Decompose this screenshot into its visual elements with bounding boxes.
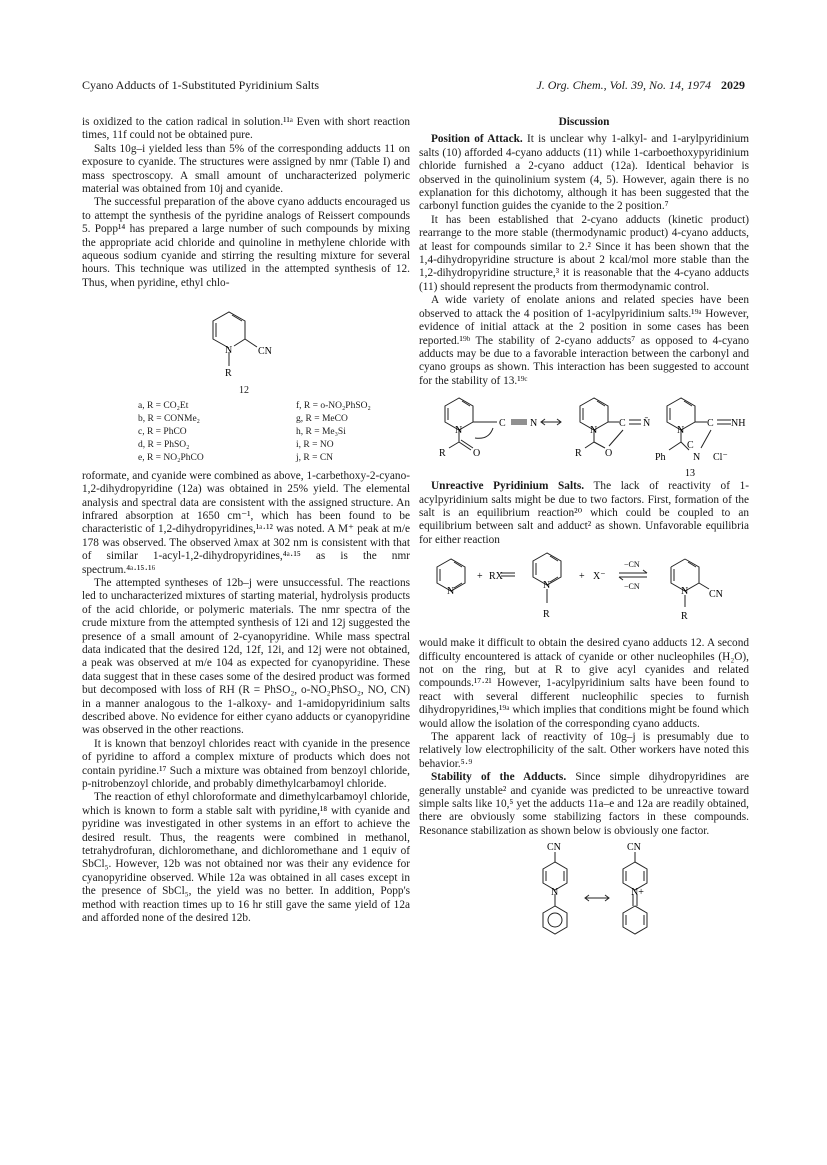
- atom-n: N: [447, 586, 455, 598]
- paragraph: Salts 10g–i yielded less than 5% of the corresponding adducts 11 on exposure to cyanide. The structures were assigned by nmr (Table I) and mass spectroscopy. A small amount of uncharacterized polymeric material was obtained from 10j and cyanide.: [82, 142, 410, 196]
- subsection-heading: Stability of the Adducts.: [431, 771, 567, 784]
- reagent-rx: RX: [489, 571, 503, 583]
- substituent-j: j, R = CN: [296, 452, 334, 463]
- substituent-c: c, R = PhCO: [138, 426, 187, 437]
- journal-name: J. Org. Chem., Vol. 39, No. 14, 1974: [536, 78, 711, 92]
- plus-sign: +: [579, 571, 585, 583]
- cyano-group: CN: [709, 589, 723, 601]
- substituent-i: i, R = NO: [296, 439, 334, 450]
- paragraph: would make it difficult to obtain the desired cyano adducts 12. A second difficulty encountered is attack of cyanide or other nucleophiles (H₂O), not on the ring, but at R to give acyl cyanides and related compounds.¹⁷·²¹ However, 1-acylpyridinium salts have been found to react with several different nucleophilic species to furnish dihydropyridines,¹⁹ᵃ which implies that conditions might be found which would allow the isolation of the corresponding cyano adducts.: [419, 637, 749, 730]
- atom-c: C: [499, 418, 506, 430]
- paragraph: A wide variety of enolate anions and related species have been observed to attack the 4 position of 1-acylpyridinium salts.¹⁹ᵃ However, evidence of initial attack at the 2 position in some cases has been reported.¹⁹ᵇ The stability of 2-cyano adducts⁷ as opposed to 4-cyano adducts may be due to a favorable interaction between the carbonyl and cyano groups as shown. This interaction has been suggested to account for the stability of 13.¹⁹ᶜ: [419, 294, 749, 387]
- atom-n-cation: N+: [631, 887, 644, 899]
- paragraph: The apparent lack of reactivity of 10g–j is presumably due to relatively low electrophilicity of the salt. Other workers have noted this behavior.⁵·⁹: [419, 731, 749, 770]
- journal-citation: [536, 78, 745, 92]
- paragraph: The reaction of ethyl chloroformate and dimethylcarbamoyl chloride, which is known to form a stable salt with pyridine,¹⁸ with cyanide and pyridine was investigated in other systems in an effort to achieve the desired result. Thus, the reagents were combined in methanol, tetrahydrofuran, dichloromethane, and dichloromethane and 1 equiv of SbCl₅. However, 12b was not obtained nor was their any evidence for cyanopyridine observed. While 12a was obtained in all cases except in the presence of SbCl₅, the yield was no better. In addition, Popp's method with reaction times up to 16 hr still gave the same yield of 12a and afforded none of the desired 12b.: [82, 791, 410, 925]
- atom-n-cation: N: [543, 580, 551, 592]
- equilibrium-drawing: [419, 549, 749, 635]
- substituent-e: e, R = NO₂PhCO: [138, 452, 204, 463]
- substituent-list: [138, 400, 410, 464]
- structure-12-r: R: [225, 368, 232, 380]
- paragraph: The attempted syntheses of 12b–j were unsuccessful. The reactions led to uncharacterized mixtures of starting material, hydrolysis products of the acid chloride, or polymeric materials. The nmr spectra of the crude mixture from the attempted synthesis of 12i and 12j suggested the presence of a small amount of 2-cyanopyridine. While mass spectral data indicated that the desired 12d, 12f, 12i, and 12j were not obtained, a peak was observed at m/e 104 as expected for cyanopyridine. These data suggest that in these cases some of the desired product was formed but decomposed with loss of RH (R = PhSO₂, o-NO₂PhSO₂, NO, CN) in a manner analogous to the 1-alkoxy- and 1-amidopyridinium salts described above. No evidence for either cyano adducts or cyanopyridine was observed in the other reactions.: [82, 576, 410, 737]
- reverse-condition: −CN: [624, 582, 640, 592]
- atom-nh: NH: [731, 418, 746, 430]
- structure-12-n: N: [225, 345, 233, 357]
- anion-x: X⁻: [593, 571, 606, 583]
- atom-r: R: [575, 448, 582, 460]
- paragraph: Since simple dihydropyridines are generally unstable² and cyanide was predicted to be unreactive toward simple salts like 10,⁵ yet the adducts 11a–e and 12a are readily obtained, there are obviously some stabilizing factors in these compounds. Resonance stabilization as shown below is obviously one factor.: [419, 771, 750, 837]
- resonance-13-drawing: [419, 390, 749, 478]
- atom-r: R: [681, 611, 688, 623]
- structure-12-figure: [82, 292, 410, 463]
- atom-c: C: [707, 418, 714, 430]
- right-column: [419, 116, 749, 966]
- substituent-d: d, R = PhSO₂: [138, 439, 190, 450]
- atom-r: R: [543, 609, 550, 621]
- cyano-group: CN: [547, 842, 561, 854]
- cyano-group: CN: [627, 842, 641, 854]
- atom-n-anion: N̄: [643, 418, 651, 430]
- resonance-drawing: [419, 840, 749, 964]
- atom-n: N: [681, 586, 689, 598]
- resonance-figure: [419, 840, 749, 964]
- left-column: [82, 116, 410, 926]
- paragraph: roformate, and cyanide were combined as above, 1-carbethoxy-2-cyano-1,2-dihydropyridine (12a) was obtained in 25% yield. The elemental analysis and spectral data are consistent with the assigned structure. An infrared absorption at 1650 cm⁻¹, which has been found to be characteristic of 1,2-dihydropyridines,¹ᵃ·¹² was noted. A M⁺ peak at m/e 178 was observed. The observed λmax at 302 nm is consistent with that of similar 1-acyl-1,2-dihydropyridines,⁴ᵃ·¹⁵ as is the nmr spectrum.⁴ᵃ·¹⁵·¹⁶: [82, 469, 410, 576]
- compound-number-12: 12: [239, 385, 249, 397]
- substituent-b: b, R = CONMe₂: [138, 413, 200, 424]
- paragraph: is oxidized to the cation radical in solution.¹¹ᵃ Even with short reaction times, 11f could not be obtained pure.: [82, 116, 410, 142]
- atom-c: C: [619, 418, 626, 430]
- paragraph: It has been established that 2-cyano adducts (kinetic product) rearrange to the more stable (thermodynamic product) 4-cyano adducts, at least for compounds similar to 2.² Since it has been shown that the 1,4-dihydropyridine structure is about 2 kcal/mol more stable than the 1,2-dihydropyridine structure,³ it is reasonable that the 4-cyano adducts (11) should represent the products from thermodynamic control.: [419, 213, 749, 293]
- forward-condition: −CN: [624, 560, 640, 570]
- page-number: 2029: [721, 78, 745, 92]
- equilibrium-scheme: [419, 549, 749, 635]
- paragraph: The successful preparation of the above cyano adducts encouraged us to attempt the synthesis of the pyridine analogs of Reissert compounds 5. Popp¹⁴ has prepared a large number of such compounds by mixing the appropriate acid chloride and quinoline in methylene chloride with aqueous sodium cyanide and stirring the resulting mixture for several hours. This technique was utilized in the attempted synthesis of 12. Thus, when pyridine, ethyl chlo-: [82, 196, 410, 289]
- atom-n: N: [590, 425, 598, 437]
- substituent-a: a, R = CO₂Et: [138, 400, 189, 411]
- atom-n: N: [551, 887, 559, 899]
- running-header: [82, 78, 745, 94]
- atom-o: O: [605, 448, 613, 460]
- substituent-g: g, R = MeCO: [296, 413, 348, 424]
- atom-n: N: [693, 452, 701, 464]
- subsection-heading: Unreactive Pyridinium Salts.: [431, 480, 585, 493]
- subsection-heading: Position of Attack.: [431, 133, 523, 146]
- structure-12-drawing: [82, 292, 410, 384]
- section-heading-discussion: Discussion: [558, 116, 610, 128]
- compound-number-13: 13: [685, 468, 695, 479]
- substituent-h: h, R = Me₃Si: [296, 426, 346, 437]
- atom-ph: Ph: [655, 452, 666, 464]
- structure-12-cn: CN: [258, 346, 272, 358]
- atom-c-cation: C: [687, 440, 694, 452]
- chloride-ion: Cl⁻: [713, 452, 728, 464]
- atom-n: N: [530, 418, 538, 430]
- structure-13-figure: [419, 390, 749, 478]
- atom-o: O: [473, 448, 481, 460]
- atom-r: R: [439, 448, 446, 460]
- substituent-f: f, R = o-NO₂PhSO₂: [296, 400, 371, 411]
- paragraph: It is known that benzoyl chlorides react with cyanide in the presence of pyridine to afford a complex mixture of products which does not contain pyridine.¹⁷ Such a mixture was obtained from benzoyl chloride, p-nitrobenzoyl chloride, and probably dimethylcarbamoyl chloride.: [82, 737, 410, 791]
- paragraph: The lack of reactivity of 1-acylpyridinium salts might be due to two factors. First, formation of the salt is an equilibrium reaction²⁰ which could be coupled to an equilibrium between salt and adduct² as shown. Unfavorable equilibria for either reaction: [419, 480, 750, 546]
- plus-sign: +: [477, 571, 483, 583]
- atom-n: N: [455, 425, 463, 437]
- paragraph: It is unclear why 1-alkyl- and 1-arylpyridinium salts (10) afforded 4-cyano adducts (11) while 1-carboethoxypyridinium chloride furnished a 2-cyano adduct (12a). Identical behavior is observed in the quinolinium system (4, 5). However, again there is no explanation for this dichotomy, although it has been suggested that the carbonyl function guides the cyanide to the 2 position.⁷: [419, 133, 749, 213]
- running-title: Cyano Adducts of 1-Substituted Pyridinium Salts: [82, 78, 320, 92]
- atom-n: N: [677, 425, 685, 437]
